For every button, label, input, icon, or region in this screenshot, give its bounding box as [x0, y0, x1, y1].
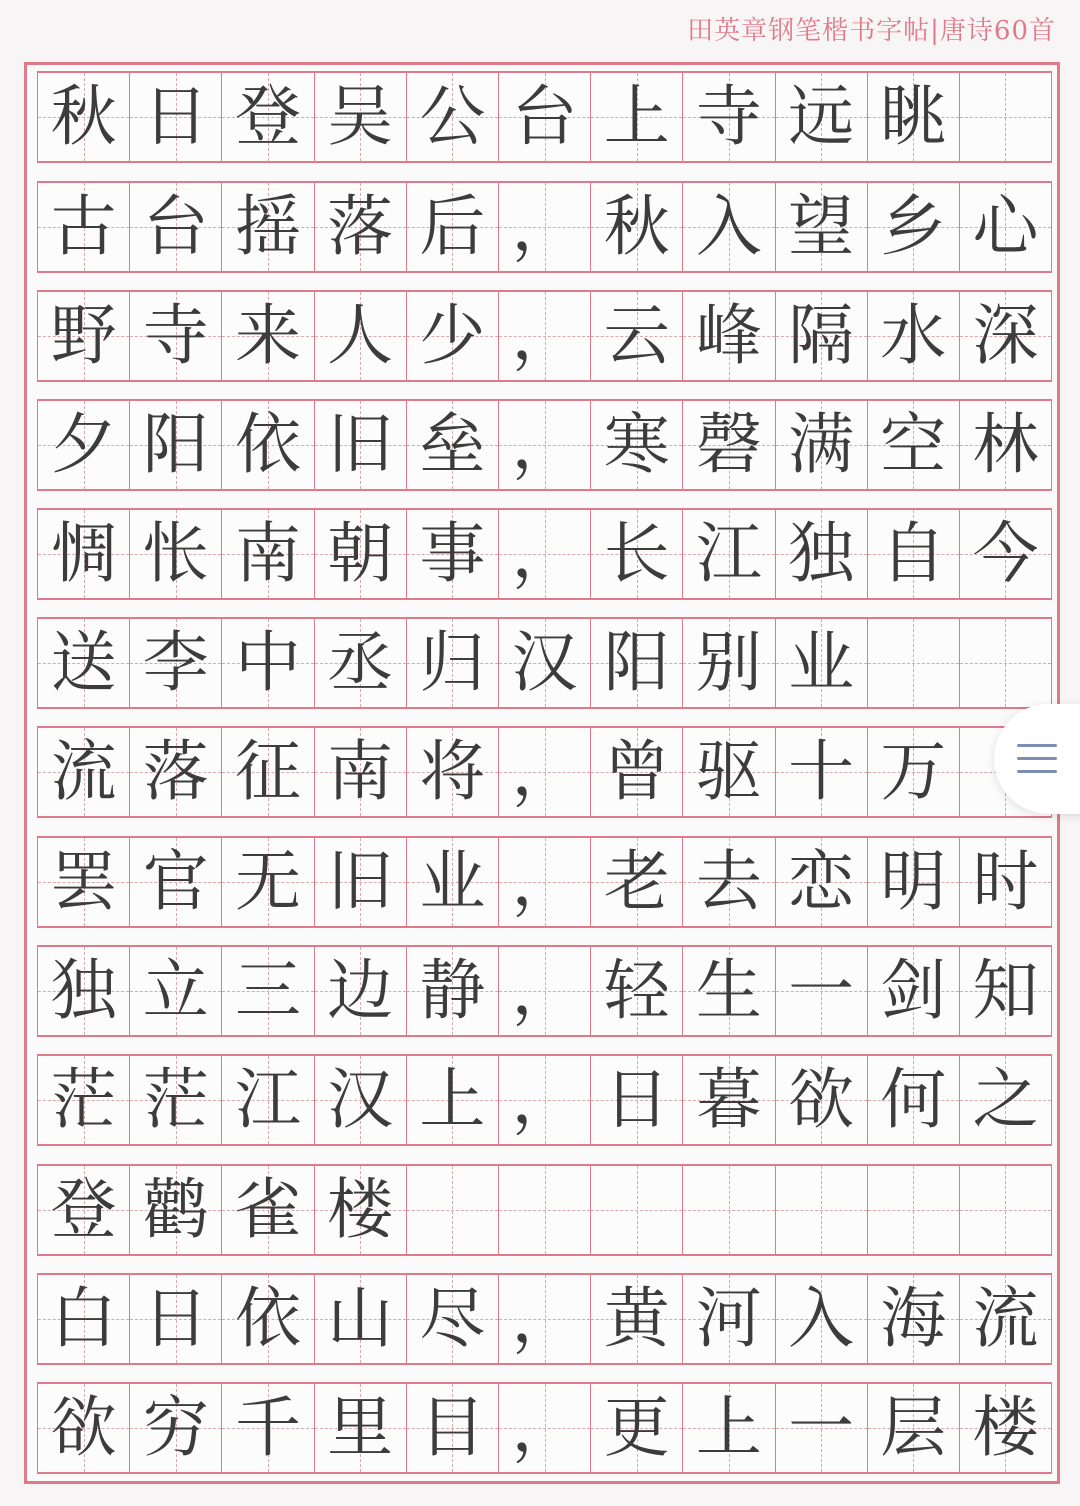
grid-cell — [591, 292, 683, 380]
practice-sheet — [24, 62, 1060, 1484]
grid-cell — [315, 73, 407, 161]
grid-cell — [315, 619, 407, 707]
grid-cell — [683, 401, 775, 489]
character: 少 — [419, 297, 486, 374]
character: ， — [511, 1280, 578, 1357]
grid-cell — [683, 183, 775, 271]
grid-cell — [38, 401, 130, 489]
grid-row — [37, 617, 1052, 709]
grid-cell — [38, 838, 130, 926]
grid-cell — [407, 183, 499, 271]
grid-cell — [776, 1275, 868, 1363]
character: 剑 — [880, 952, 947, 1029]
grid-cell — [315, 947, 407, 1035]
grid-row — [37, 1382, 1052, 1474]
character: 楼 — [972, 1389, 1039, 1466]
grid-cell — [499, 1384, 591, 1472]
character: 上 — [603, 78, 670, 155]
character: 流 — [972, 1280, 1039, 1357]
character: 上 — [419, 1061, 486, 1138]
grid-cell — [407, 401, 499, 489]
grid-cell — [222, 1275, 314, 1363]
grid-cell — [407, 73, 499, 161]
character: 来 — [234, 297, 301, 374]
character: ， — [511, 406, 578, 483]
grid-cell — [591, 510, 683, 598]
character: 一 — [788, 1389, 855, 1466]
character: 江 — [695, 515, 762, 592]
grid-cell — [38, 510, 130, 598]
character: 秋 — [50, 78, 117, 155]
grid-cell — [499, 619, 591, 707]
character: 李 — [142, 624, 209, 701]
grid-cell — [591, 1275, 683, 1363]
character: ， — [511, 515, 578, 592]
grid-row — [37, 1273, 1052, 1365]
grid-cell — [499, 838, 591, 926]
character: ， — [511, 952, 578, 1029]
character: 独 — [788, 515, 855, 592]
character: 依 — [234, 1280, 301, 1357]
grid-cell — [130, 510, 222, 598]
grid-cell — [960, 292, 1052, 380]
character: 送 — [50, 624, 117, 701]
grid-cell — [776, 510, 868, 598]
grid-cell — [960, 947, 1052, 1035]
grid-cell — [407, 292, 499, 380]
character: 更 — [603, 1389, 670, 1466]
grid-cell — [130, 1056, 222, 1144]
character: 旧 — [327, 406, 394, 483]
grid-cell — [683, 510, 775, 598]
character: 远 — [788, 78, 855, 155]
character: 丞 — [327, 624, 394, 701]
grid-cell — [776, 1166, 868, 1254]
character: 生 — [695, 952, 762, 1029]
character: 空 — [880, 406, 947, 483]
grid-cell — [222, 510, 314, 598]
character: 黄 — [603, 1280, 670, 1357]
grid-cell — [776, 73, 868, 161]
grid-cell — [591, 838, 683, 926]
grid-cell — [38, 619, 130, 707]
grid-cell — [868, 1166, 960, 1254]
character: 时 — [972, 843, 1039, 920]
grid-cell — [315, 838, 407, 926]
grid-cell — [683, 1056, 775, 1144]
grid-cell — [776, 619, 868, 707]
character: 层 — [880, 1389, 947, 1466]
character: 江 — [234, 1061, 301, 1138]
character: 官 — [142, 843, 209, 920]
grid-cell — [868, 73, 960, 161]
character: 上 — [695, 1389, 762, 1466]
grid-cell — [499, 183, 591, 271]
character: 独 — [50, 952, 117, 1029]
character: ， — [511, 188, 578, 265]
grid-cell — [130, 401, 222, 489]
grid-cell — [499, 947, 591, 1035]
character: 曾 — [603, 733, 670, 810]
grid-cell — [222, 292, 314, 380]
grid-cell — [591, 183, 683, 271]
grid-cell — [868, 510, 960, 598]
character: 万 — [880, 733, 947, 810]
character: 寺 — [695, 78, 762, 155]
grid-row — [37, 945, 1052, 1037]
character: ， — [511, 297, 578, 374]
grid-cell — [960, 183, 1052, 271]
grid-cell — [315, 1384, 407, 1472]
grid-cell — [960, 619, 1052, 707]
character: 老 — [603, 843, 670, 920]
character: 阳 — [603, 624, 670, 701]
character: 寺 — [142, 297, 209, 374]
grid-cell — [960, 1275, 1052, 1363]
character: 流 — [50, 733, 117, 810]
character: 暮 — [695, 1061, 762, 1138]
grid-cell — [315, 401, 407, 489]
grid-cell — [868, 838, 960, 926]
character: 云 — [603, 297, 670, 374]
grid-cell — [499, 73, 591, 161]
grid-cell — [315, 1166, 407, 1254]
grid-cell — [591, 401, 683, 489]
grid-cell — [591, 1166, 683, 1254]
character: 隔 — [788, 297, 855, 374]
character: 落 — [142, 733, 209, 810]
grid-cell — [38, 1384, 130, 1472]
grid-row — [37, 399, 1052, 491]
grid-cell — [222, 619, 314, 707]
character: 何 — [880, 1061, 947, 1138]
grid-cell — [591, 1056, 683, 1144]
character: 尽 — [419, 1280, 486, 1357]
character: 入 — [695, 188, 762, 265]
character: 寒 — [603, 406, 670, 483]
grid-cell — [683, 1384, 775, 1472]
character: 别 — [695, 624, 762, 701]
character: 知 — [972, 952, 1039, 1029]
grid-cell — [868, 1056, 960, 1144]
character: ， — [511, 1061, 578, 1138]
character: 登 — [50, 1171, 117, 1248]
character: 去 — [695, 843, 762, 920]
character: 水 — [880, 297, 947, 374]
character: 中 — [234, 624, 301, 701]
grid-cell — [38, 1056, 130, 1144]
grid-cell — [130, 1384, 222, 1472]
grid-cell — [683, 838, 775, 926]
grid-cell — [683, 728, 775, 816]
character: 望 — [788, 188, 855, 265]
character: 鹳 — [142, 1171, 209, 1248]
character: 自 — [880, 515, 947, 592]
character: 一 — [788, 952, 855, 1029]
character: 日 — [603, 1061, 670, 1138]
grid-cell — [407, 838, 499, 926]
character: 事 — [419, 515, 486, 592]
character: 海 — [880, 1280, 947, 1357]
character: 南 — [234, 515, 301, 592]
character: 驱 — [695, 733, 762, 810]
character: 峰 — [695, 297, 762, 374]
character: 摇 — [234, 188, 301, 265]
grid-cell — [222, 183, 314, 271]
grid-cell — [776, 1384, 868, 1472]
character: 罢 — [50, 843, 117, 920]
character: 茫 — [142, 1061, 209, 1138]
character: 乡 — [880, 188, 947, 265]
character: 台 — [142, 188, 209, 265]
grid-cell — [130, 1275, 222, 1363]
character: 林 — [972, 406, 1039, 483]
character: ， — [511, 733, 578, 810]
character: 业 — [419, 843, 486, 920]
character: 惆 — [50, 515, 117, 592]
grid-cell — [315, 1275, 407, 1363]
character: 欲 — [788, 1061, 855, 1138]
character: 公 — [419, 78, 486, 155]
grid-cell — [683, 619, 775, 707]
character: 垒 — [419, 406, 486, 483]
grid-cell — [776, 838, 868, 926]
character: 之 — [972, 1061, 1039, 1138]
character: 深 — [972, 297, 1039, 374]
grid-cell — [130, 292, 222, 380]
grid-cell — [407, 1275, 499, 1363]
character: 满 — [788, 406, 855, 483]
character: 后 — [419, 188, 486, 265]
grid-cell — [38, 728, 130, 816]
grid-cell — [591, 619, 683, 707]
character: 目 — [419, 1389, 486, 1466]
character: 汉 — [327, 1061, 394, 1138]
grid-cell — [591, 73, 683, 161]
character: 怅 — [142, 515, 209, 592]
grid-cell — [130, 73, 222, 161]
character: 欲 — [50, 1389, 117, 1466]
character: 今 — [972, 515, 1039, 592]
grid-cell — [130, 619, 222, 707]
grid-cell — [38, 1275, 130, 1363]
grid-cell — [130, 728, 222, 816]
character: 无 — [234, 843, 301, 920]
grid-cell — [315, 183, 407, 271]
grid-row — [37, 726, 1052, 818]
grid-cell — [407, 728, 499, 816]
grid-cell — [499, 292, 591, 380]
character: 恋 — [788, 843, 855, 920]
grid-cell — [776, 947, 868, 1035]
grid-cell — [407, 619, 499, 707]
grid-cell — [683, 1275, 775, 1363]
character: 秋 — [603, 188, 670, 265]
grid-cell — [960, 73, 1052, 161]
grid-row — [37, 1054, 1052, 1146]
character: 阳 — [142, 406, 209, 483]
character: 边 — [327, 952, 394, 1029]
character: 千 — [234, 1389, 301, 1466]
grid-cell — [407, 1384, 499, 1472]
grid-cell — [868, 947, 960, 1035]
character: 十 — [788, 733, 855, 810]
grid-cell — [315, 292, 407, 380]
character: 里 — [327, 1389, 394, 1466]
grid-cell — [130, 183, 222, 271]
character: 楼 — [327, 1171, 394, 1248]
grid-cell — [868, 1275, 960, 1363]
grid-cell — [222, 1056, 314, 1144]
character: 日 — [142, 78, 209, 155]
grid-cell — [222, 1166, 314, 1254]
grid-cell — [591, 728, 683, 816]
grid-cell — [776, 292, 868, 380]
grid-cell — [960, 838, 1052, 926]
grid-cell — [683, 73, 775, 161]
grid-cell — [683, 1166, 775, 1254]
grid-cell — [315, 728, 407, 816]
grid-cell — [222, 947, 314, 1035]
grid-cell — [960, 401, 1052, 489]
character: 汉 — [511, 624, 578, 701]
grid-cell — [38, 292, 130, 380]
grid-cell — [499, 401, 591, 489]
character: ， — [511, 843, 578, 920]
character: 台 — [511, 78, 578, 155]
grid-row — [37, 290, 1052, 382]
grid-cell — [38, 183, 130, 271]
character: 归 — [419, 624, 486, 701]
character: 长 — [603, 515, 670, 592]
character: 心 — [972, 188, 1039, 265]
character: 征 — [234, 733, 301, 810]
character: 三 — [234, 952, 301, 1029]
grid-cell — [222, 73, 314, 161]
character: 南 — [327, 733, 394, 810]
grid-cell — [868, 183, 960, 271]
character: 野 — [50, 297, 117, 374]
grid-row — [37, 508, 1052, 600]
grid-cell — [960, 510, 1052, 598]
character: 磬 — [695, 406, 762, 483]
grid-cell — [868, 401, 960, 489]
character: 明 — [880, 843, 947, 920]
grid-cell — [130, 1166, 222, 1254]
grid-cell — [499, 510, 591, 598]
grid-cell — [222, 1384, 314, 1472]
character: 入 — [788, 1280, 855, 1357]
character: 静 — [419, 952, 486, 1029]
grid-cell — [499, 1166, 591, 1254]
character: 穷 — [142, 1389, 209, 1466]
grid-cell — [591, 947, 683, 1035]
header-title: 田英章钢笔楷书字帖|唐诗60首 — [687, 16, 1056, 46]
grid-cell — [499, 728, 591, 816]
grid-row — [37, 1164, 1052, 1256]
grid-cell — [222, 728, 314, 816]
grid-cell — [776, 1056, 868, 1144]
grid-cell — [222, 401, 314, 489]
character: 落 — [327, 188, 394, 265]
character: 雀 — [234, 1171, 301, 1248]
grid-row — [37, 836, 1052, 928]
character: 山 — [327, 1280, 394, 1357]
grid-cell — [683, 292, 775, 380]
grid-cell — [38, 73, 130, 161]
character: 旧 — [327, 843, 394, 920]
character: 登 — [234, 78, 301, 155]
character: ， — [511, 1389, 578, 1466]
grid-cell — [407, 1166, 499, 1254]
grid-row — [37, 71, 1052, 163]
grid-cell — [591, 1384, 683, 1472]
grid-cell — [960, 1384, 1052, 1472]
character: 轻 — [603, 952, 670, 1029]
grid-cell — [222, 838, 314, 926]
character: 茫 — [50, 1061, 117, 1138]
character: 朝 — [327, 515, 394, 592]
grid-cell — [499, 1275, 591, 1363]
character: 业 — [788, 624, 855, 701]
character: 将 — [419, 733, 486, 810]
grid-cell — [407, 1056, 499, 1144]
grid-cell — [960, 1166, 1052, 1254]
character: 河 — [695, 1280, 762, 1357]
grid-cell — [407, 947, 499, 1035]
character: 人 — [327, 297, 394, 374]
character: 依 — [234, 406, 301, 483]
grid-cell — [868, 1384, 960, 1472]
grid-cell — [130, 838, 222, 926]
grid-cell — [38, 947, 130, 1035]
character: 眺 — [880, 78, 947, 155]
character: 吴 — [327, 78, 394, 155]
character: 立 — [142, 952, 209, 1029]
grid-cell — [868, 619, 960, 707]
grid-cell — [868, 292, 960, 380]
grid-cell — [683, 947, 775, 1035]
character: 日 — [142, 1280, 209, 1357]
character: 白 — [50, 1280, 117, 1357]
grid-cell — [130, 947, 222, 1035]
grid-cell — [776, 183, 868, 271]
grid-cell — [315, 1056, 407, 1144]
grid-cell — [499, 1056, 591, 1144]
grid-cell — [776, 728, 868, 816]
grid-cell — [868, 728, 960, 816]
grid-cell — [960, 1056, 1052, 1144]
grid-row — [37, 181, 1052, 273]
grid-cell — [407, 510, 499, 598]
grid-cell — [315, 510, 407, 598]
menu-lines-icon — [1017, 742, 1057, 776]
grid-cell — [776, 401, 868, 489]
character: 夕 — [50, 406, 117, 483]
character: 古 — [50, 188, 117, 265]
grid-cell — [38, 1166, 130, 1254]
